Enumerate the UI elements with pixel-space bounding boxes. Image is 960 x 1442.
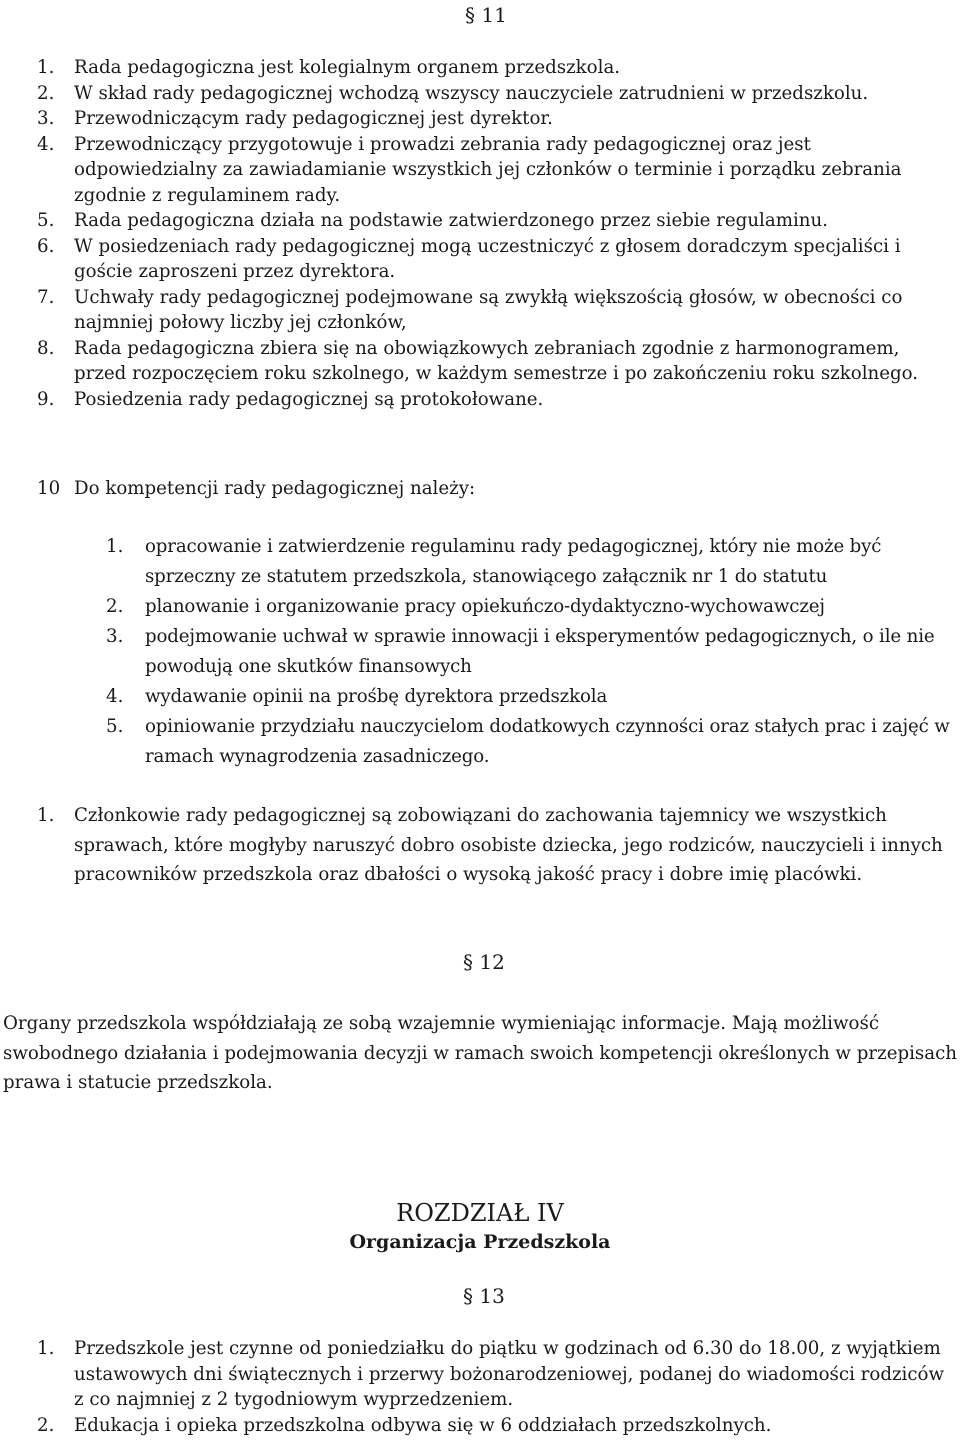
item-number: 2. xyxy=(106,596,124,617)
list-item xyxy=(37,336,955,387)
list-item xyxy=(37,234,955,285)
item-text: opracowanie i zatwierdzenie regulaminu rady pedagogicznej, który nie może być sprzeczny ze statutem przedszkola, stanowiącego załącznik nr 1 do statutu xyxy=(145,536,882,587)
item-text: Do kompetencji rady pedagogicznej należy: xyxy=(74,478,476,499)
section-12-heading: § 12 xyxy=(463,950,505,974)
item-text: Uchwały rady pedagogicznej podejmowane są zwykłą większością głosów, w obecności co najmniej połowy liczby jej członków, xyxy=(74,286,903,333)
item-number: 8. xyxy=(37,337,55,359)
list-item xyxy=(37,1413,955,1439)
list-item xyxy=(106,532,956,592)
list-item xyxy=(106,622,956,682)
list-item xyxy=(37,387,955,413)
item-text: Przewodniczącym rady pedagogicznej jest dyrektor. xyxy=(74,108,553,129)
list-item xyxy=(37,132,955,209)
item-text: Rada pedagogiczna zbiera się na obowiązkowych zebraniach zgodnie z harmonogramem, przed rozpoczęciem roku szkolnego, w każdym semestrze i po zakończeniu roku szkolnego. xyxy=(74,337,919,384)
list-item xyxy=(106,712,956,772)
section-13-list xyxy=(37,1336,955,1438)
chapter-number: ROZDZIAŁ IV xyxy=(396,1199,564,1227)
item-number: 1. xyxy=(37,57,55,78)
item-number: 1. xyxy=(106,536,124,557)
chapter-title: Organizacja Przedszkola xyxy=(349,1231,611,1253)
item-number: 1. xyxy=(37,1338,55,1359)
item-number: 4. xyxy=(106,686,124,707)
item-text: W skład rady pedagogicznej wchodzą wszyscy nauczyciele zatrudnieni w przedszkolu. xyxy=(74,82,869,104)
section-13-heading: § 13 xyxy=(463,1284,505,1308)
item-number: 5. xyxy=(37,210,55,231)
item-text: podejmowanie uchwał w sprawie innowacji i eksperymentów pedagogicznych, o ile nie powodują one skutków finansowych xyxy=(145,626,935,677)
item-text: wydawanie opinii na prośbę dyrektora przedszkola xyxy=(145,686,608,707)
item-number: 4. xyxy=(37,133,55,155)
competences-list xyxy=(106,532,956,772)
item-number: 6. xyxy=(37,235,55,257)
item-text: Przewodniczący przygotowuje i prowadzi zebrania rady pedagogicznej oraz jest odpowiedzialny za zawiadamianie wszystkich jej członków o terminie i porządku zebrania zgodnie z regulaminem rady. xyxy=(74,133,902,206)
item-text: W posiedzeniach rady pedagogicznej mogą uczestniczyć z głosem doradczym specjaliści i goście zaproszeni przez dyrektora. xyxy=(74,235,901,282)
list-item xyxy=(37,208,955,234)
item-text: Rada pedagogiczna jest kolegialnym organem przedszkola. xyxy=(74,57,621,78)
item-number: 7. xyxy=(37,286,55,308)
item-number: 2. xyxy=(37,82,55,104)
item-number: 2. xyxy=(37,1414,55,1436)
item-number: 1. xyxy=(37,805,55,826)
list-item xyxy=(37,1336,955,1413)
item-text: Członkowie rady pedagogicznej są zobowiązani do zachowania tajemnicy we wszystkich sprawach, które mogłyby naruszyć dobro osobiste dziecka, jego rodziców, nauczycieli i innych pracowników przedszkola oraz dbałości o wysoką jakość pracy i dobre imię placówki. xyxy=(74,805,943,885)
list-item xyxy=(37,81,955,107)
item-number: 10 xyxy=(37,478,61,499)
item-text: Posiedzenia rady pedagogicznej są protokołowane. xyxy=(74,388,544,410)
item-number: 3. xyxy=(37,108,55,129)
section-12-paragraph: Organy przedszkola współdziałają ze sobą wzajemnie wymieniając informacje. Mają możliwość swobodnego działania i podejmowania decyzji w ramach swoich kompetencji określonych w przepisach prawa i statucie przedszkola. xyxy=(3,1013,958,1093)
list-item xyxy=(37,285,955,336)
item-number: 5. xyxy=(106,716,124,737)
list-item xyxy=(37,55,955,81)
item-text: Przedszkole jest czynne od poniedziałku do piątku w godzinach od 6.30 do 18.00, z wyjątkiem ustawowych dni świątecznych i przerwy bożonarodzeniowej, podanej do wiadomości rodziców z co najmniej z 2 tygodniowym wyprzedzeniem. xyxy=(74,1338,945,1410)
item-text: opiniowanie przydziału nauczycielom dodatkowych czynności oraz stałych prac i zajęć w ramach wynagrodzenia zasadniczego. xyxy=(145,716,950,767)
section-11-heading: § 11 xyxy=(465,3,507,27)
competences-heading xyxy=(37,476,475,502)
list-item xyxy=(106,682,956,712)
list-item xyxy=(37,106,955,132)
confidentiality-paragraph xyxy=(37,801,955,890)
section-11-list xyxy=(37,55,955,412)
item-text: Rada pedagogiczna działa na podstawie zatwierdzonego przez siebie regulaminu. xyxy=(74,210,828,231)
item-text: planowanie i organizowanie pracy opiekuńczo-dydaktyczno-wychowawczej xyxy=(145,596,825,617)
item-number: 9. xyxy=(37,388,55,410)
item-text: Edukacja i opieka przedszkolna odbywa się w 6 oddziałach przedszkolnych. xyxy=(74,1414,772,1436)
list-item xyxy=(106,592,956,622)
chapter-heading xyxy=(0,1198,960,1256)
item-number: 3. xyxy=(106,626,124,647)
